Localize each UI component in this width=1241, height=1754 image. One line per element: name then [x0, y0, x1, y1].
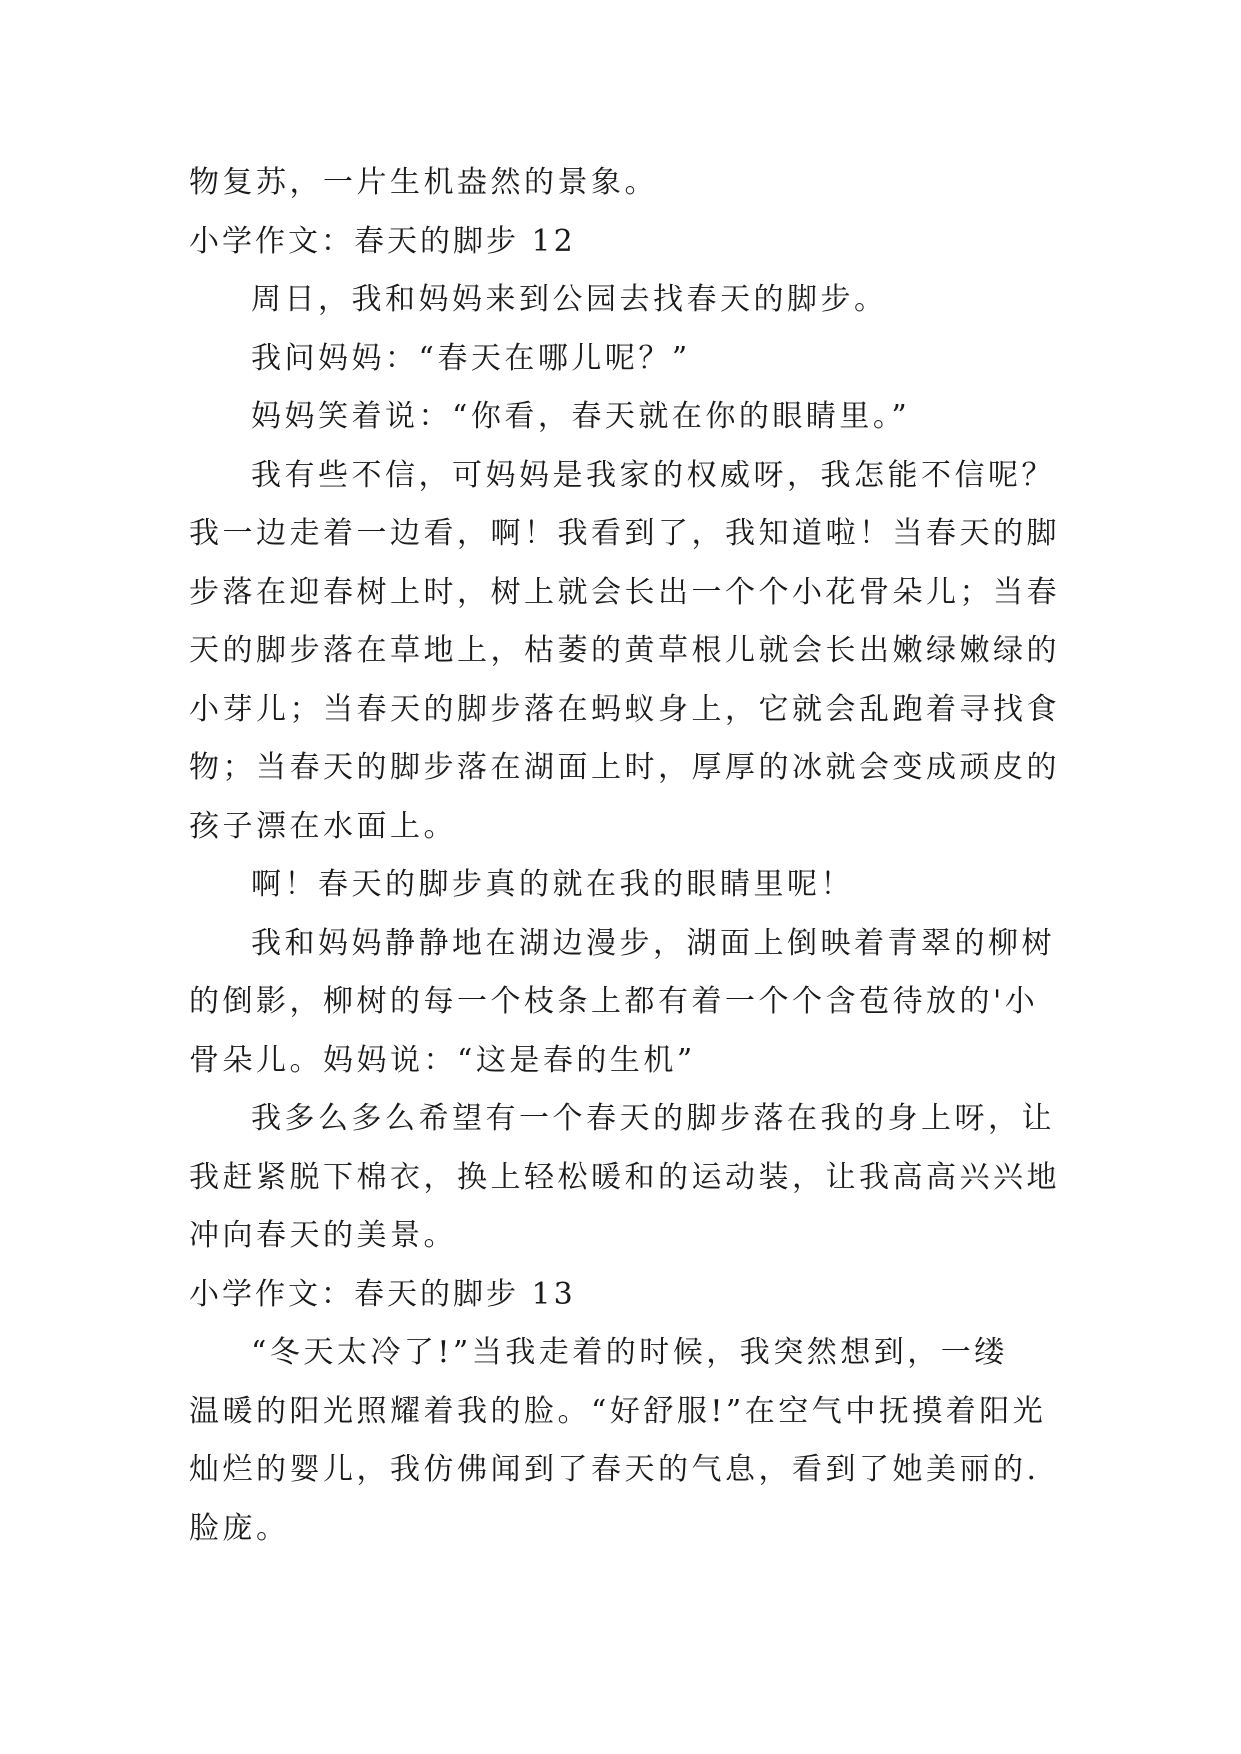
- paragraph-line: 妈妈笑着说：“你看，春天就在你的眼睛里。”: [251, 399, 911, 434]
- paragraph-line: 我和妈妈静静地在湖边漫步，湖面上倒映着青翠的柳树: [251, 925, 1055, 961]
- paragraph-line: 步落在迎春树上时，树上就会长出一个个小花骨朵儿；当春: [189, 574, 1060, 610]
- paragraph-line: 我有些不信，可妈妈是我家的权威呀，我怎能不信呢？: [251, 457, 1055, 493]
- paragraph-line: 脸庞。: [189, 1510, 290, 1546]
- paragraph-line: 我赶紧脱下棉衣，换上轻松暖和的运动装，让我高高兴兴地: [189, 1159, 1060, 1195]
- essay-heading: 小学作文：春天的脚步 12: [189, 223, 576, 259]
- paragraph-line: 温暖的阳光照耀着我的脸。“好舒服!”在空气中抚摸着阳光: [189, 1393, 1047, 1429]
- paragraph-line: 灿烂的婴儿，我仿佛闻到了春天的气息，看到了她美丽的.: [189, 1452, 1040, 1487]
- paragraph-line: 我多么多么希望有一个春天的脚步落在我的身上呀，让: [251, 1101, 1055, 1136]
- paragraph-line: 的倒影，柳树的每一个枝条上都有着一个个含苞待放的'小: [189, 984, 1039, 1019]
- paragraph-line: 冲向春天的美景。: [189, 1218, 457, 1253]
- paragraph-line: 周日，我和妈妈来到公园去找春天的脚步。: [251, 282, 888, 317]
- essay-heading: 小学作文：春天的脚步 13: [189, 1276, 576, 1312]
- paragraph-line: 我一边走着一边看，啊！我看到了，我知道啦！当春天的脚: [189, 516, 1060, 551]
- paragraph-line: 小芽儿；当春天的脚步落在蚂蚁身上，它就会乱跑着寻找食: [189, 691, 1060, 727]
- paragraph-line: 物；当春天的脚步落在湖面上时，厚厚的冰就会变成顽皮的: [189, 750, 1060, 785]
- paragraph-line: 天的脚步落在草地上，枯萎的黄草根儿就会长出嫩绿嫩绿的: [189, 633, 1060, 668]
- document-body: [189, 154, 1060, 1558]
- paragraph-line: 物复苏，一片生机盎然的景象。: [189, 165, 658, 200]
- paragraph-line: 孩子漂在水面上。: [189, 808, 457, 844]
- paragraph-line: 我问妈妈：“春天在哪儿呢？”: [251, 340, 691, 376]
- paragraph-line: 骨朵儿。妈妈说：“这是春的生机”: [189, 1042, 696, 1078]
- paragraph-line: “冬天太冷了!”当我走着的时候，我突然想到，一缕: [251, 1335, 1008, 1370]
- paragraph-line: 啊！春天的脚步真的就在我的眼睛里呢！: [251, 867, 854, 902]
